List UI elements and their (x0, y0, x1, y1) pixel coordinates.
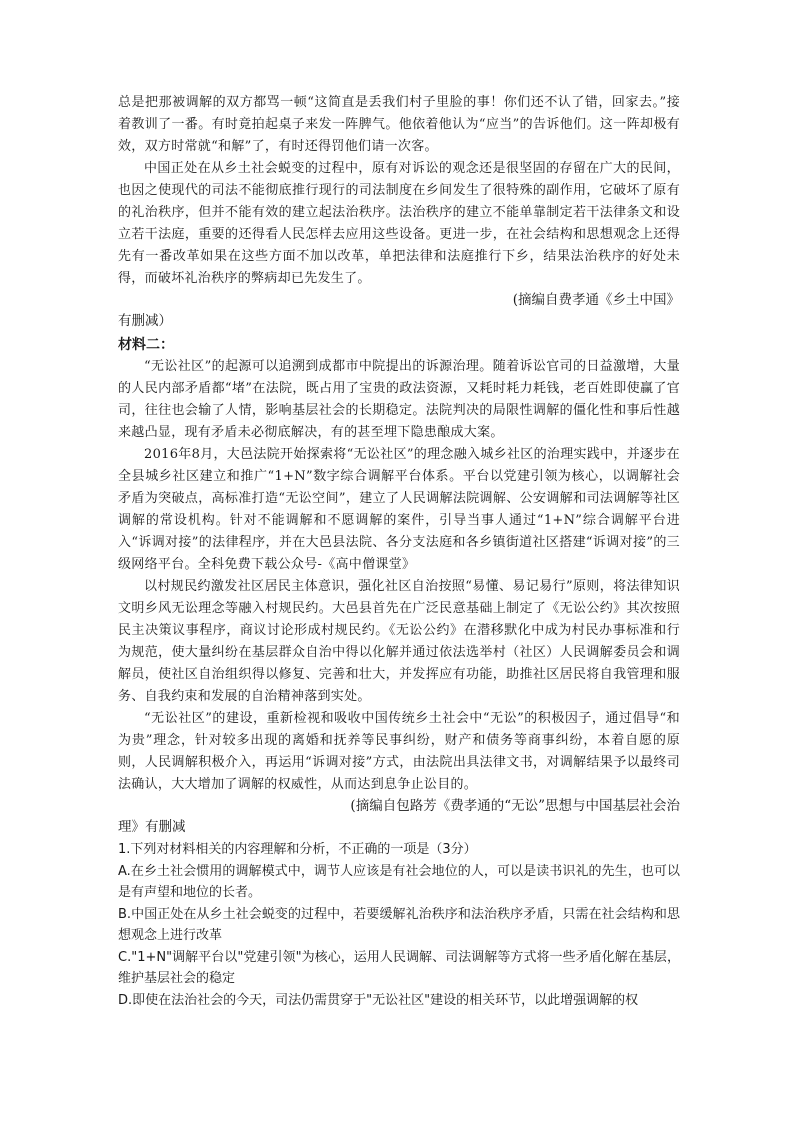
question-option-a: A.在乡土社会惯用的调解模式中，调节人应该是有社会地位的人，可以是读书识礼的先生，也可以是有声望和地位的长者。 (118, 863, 680, 900)
question-option-d: D.即使在法治社会的今天，司法仍需贯穿于"无讼社区"建设的相关环节，以此增强调解的权 (118, 992, 639, 1008)
material-one-section (118, 92, 680, 332)
material-two-paragraph-4: “无讼社区”的建设，重新检视和吸收中国传统乡土社会中“无讼”的积极因子，通过倡导“和为贵”理念，针对较多出现的离婚和抚养等民事纠纷，财产和债务等商事纠纷，本着自愿的原则，人民调解积极介入，再运用“诉调对接”方式，由法院出具法律文书，对调解结果予以最终司法确认，大大增加了调解的权威性，从而达到息争止讼目的。 (118, 711, 680, 792)
question-option-b: B.中国正处在从乡土社会蜕变的过程中，若要缓解礼治秩序和法治秩序矛盾，只需在社会结构和思想观念上进行改革 (118, 906, 680, 943)
question-section (118, 839, 680, 1011)
material-two-paragraph-1: “无讼社区”的起源可以追溯到成都市中院提出的诉源治理。随着诉讼官司的日益激增，大量的人民内部矛盾都“堵”在法院，既占用了宝贵的政法资源，又耗时耗力耗钱，老百姓即使赢了官司，往往也会输了人情，影响基层社会的长期稳定。法院判决的局限性调解的僵化性和事后性越来越凸显，现有矛盾未必彻底解决，有的甚至埋下隐患酿成大案。 (118, 359, 680, 440)
material-two-source-tail: 理》有删减 (118, 819, 186, 835)
material-two-paragraph-3: 以村规民约激发社区居民主体意识，强化社区自治按照“易懂、易记易行”原则，将法律知识文明乡风无讼理念等融入村规民约。大邑县首先在广泛民意基础上制定了《无讼公约》其次按照民主决策议事程序，商议讨论形成村规民约。《无讼公约》在潜移默化中成为村民办事标准和行为规范，使大量纠纷在基层群众自治中得以化解并通过依法选举村（社区）人民调解委员会和调解员，使社区自治组织得以修复、完善和壮大，并发挥应有功能，助推社区居民将自我管理和服务、自我约束和发展的自治精神落到实处。 (118, 579, 680, 704)
question-stem: 1.下列对材料相关的内容理解和分析，不正确的一项是（3分） (118, 842, 477, 857)
material-one-paragraph-1: 总是把那被调解的双方都骂一顿“这简直是丢我们村子里脸的事！你们还不认了错，回家去。”接着教训了一番。有时竟拍起桌子来发一阵脾气。他依着他认为“应当”的告诉他们。这一阵却极有效，双方时常就“和解”了，有时还得罚他们请一次客。 (118, 95, 680, 154)
material-two-source: (摘编自包路芳《费孝通的“无讼”思想与中国基层社会治 (350, 798, 680, 814)
material-two-heading: 材料二： (118, 337, 174, 353)
material-two-paragraph-2: 2016年8月，大邑法院开始探索将“无讼社区”的理念融入城乡社区的治理实践中，并逐步在全县城乡社区建立和推广“1+N”数字综合调解平台体系。平台以党建引领为核心，以调解社会矛盾为突破点，高标准打造“无讼空间”，建立了人民调解法院调解、公安调解和司法调解等社区调解的常设机构。针对不能调解和不愿调解的案件，引导当事人通过“1+N”综合调解平台进入“诉调对接”的法律程序，并在大邑县法院、各分支法庭和各乡镇街道社区搭建“诉调对接”的三级网络平台。全科免费下载公众号-《高中僧课堂》 (118, 447, 680, 572)
material-one-source-tail: 有删减） (118, 313, 172, 329)
material-one-paragraph-2: 中国正处在从乡土社会蜕变的过程中，原有对诉讼的观念还是很坚固的存留在广大的民间，也因之使现代的司法不能彻底推行现行的司法制度在乡间发生了很特殊的副作用，它破坏了原有的礼治秩序，但并不能有效的建立起法治秩序。法治秩序的建立不能单靠制定若干法律条文和设立若干法庭，重要的还得看人民怎样去应用这些设备。更进一步，在社会结构和思想观念上还得先有一番改革如果在这些方面不加以改革，单把法律和法庭推行下乡，结果法治秩序的好处未得，而破坏礼治秩序的弊病却已先发生了。 (118, 161, 680, 286)
material-one-source: (摘编自费孝通《乡土中国》 (512, 292, 680, 308)
material-two-section (118, 334, 680, 838)
document-body (118, 92, 680, 1011)
question-option-c: C."1+N"调解平台以"党建引领"为核心，运用人民调解、司法调解等方式将一些矛盾化解在基层，维护基层社会的稳定 (118, 949, 680, 986)
